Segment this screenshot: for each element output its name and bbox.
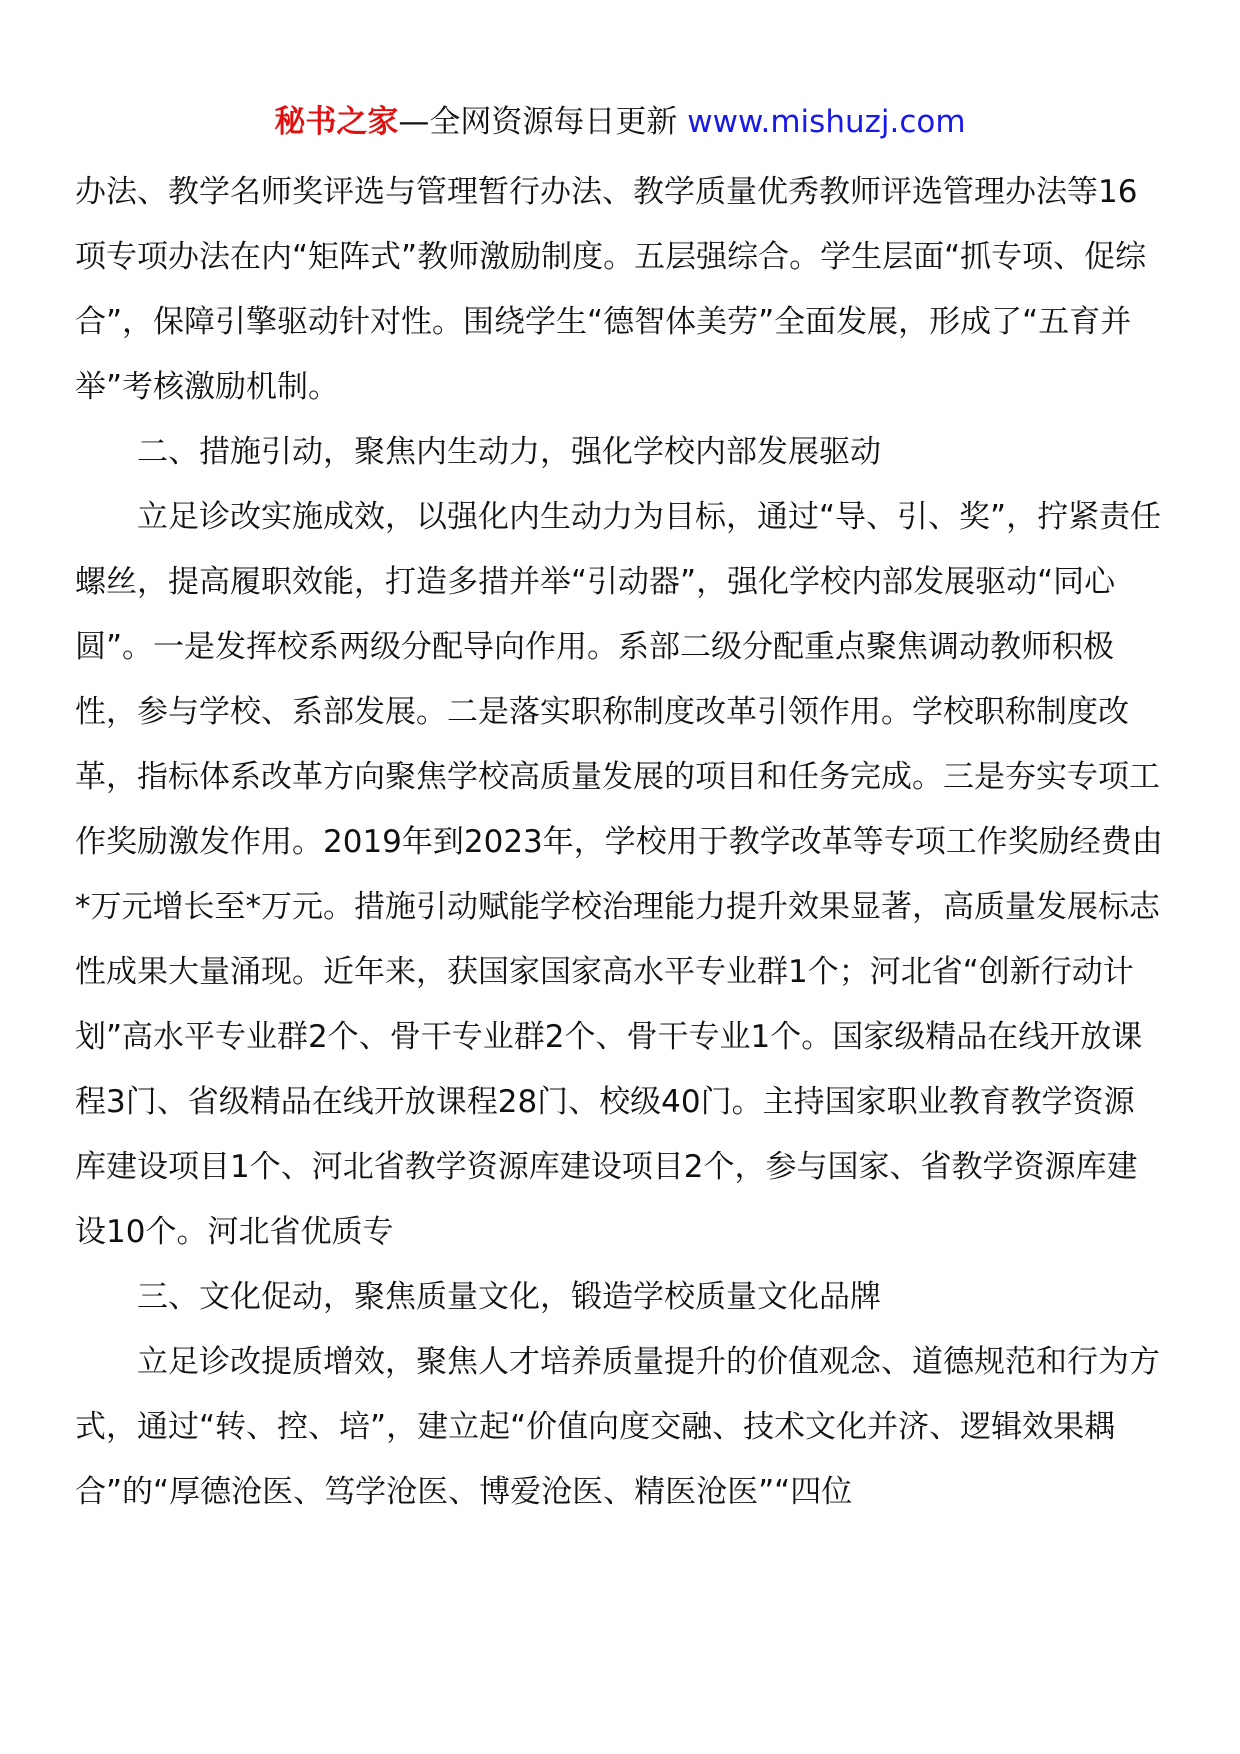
section-heading-2: 二、措施引动，聚焦内生动力，强化学校内部发展驱动	[137, 434, 881, 470]
document-body	[75, 160, 1165, 1525]
paragraph-section-2: 立足诊改实施成效，以强化内生动力为目标，通过“导、引、奖”，拧紧责任螺丝，提高履职效能，打造多措并举“引动器”，强化学校内部发展驱动“同心圆”。一是发挥校系两级分配导向作用。系部二级分配重点聚焦调动教师积极性，参与学校、系部发展。二是落实职称制度改革引领作用。学校职称制度改革，指标体系改革方向聚焦学校高质量发展的项目和任务完成。三是夯实专项工作奖励激发作用。2019年到2023年，学校用于教学改革等专项工作奖励经费由*万元增长至*万元。措施引动赋能学校治理能力提升效果显著，高质量发展标志性成果大量涌现。近年来，获国家国家高水平专业群1个；河北省“创新行动计划”高水平专业群2个、骨干专业群2个、骨干专业1个。国家级精品在线开放课程3门、省级精品在线开放课程28门、校级40门。主持国家职业教育教学资源库建设项目1个、河北省教学资源库建设项目2个，参与国家、省教学资源库建设10个。河北省优质专	[75, 499, 1163, 1250]
section-heading-3: 三、文化促动，聚焦质量文化，锻造学校质量文化品牌	[137, 1279, 881, 1315]
header-brand: 秘书之家	[274, 104, 399, 140]
paragraph-section-3: 立足诊改提质增效，聚焦人才培养质量提升的价值观念、道德规范和行为方式，通过“转、控、培”，建立起“价值向度交融、技术文化并济、逻辑效果耦合”的“厚德沧医、笃学沧医、博爱沧医、精医沧医”“四位	[75, 1344, 1160, 1510]
page-header	[0, 100, 1240, 144]
paragraph-continued: 办法、教学名师奖评选与管理暂行办法、教学质量优秀教师评选管理办法等16项专项办法在内“矩阵式”教师激励制度。五层强综合。学生层面“抓专项、促综合”，保障引擎驱动针对性。围绕学生“德智体美劳”全面发展，形成了“五育并举”考核激励机制。	[75, 174, 1147, 405]
header-url-link[interactable]: www.mishuzj.com	[687, 104, 966, 140]
header-tagline: —全网资源每日更新	[398, 104, 678, 140]
